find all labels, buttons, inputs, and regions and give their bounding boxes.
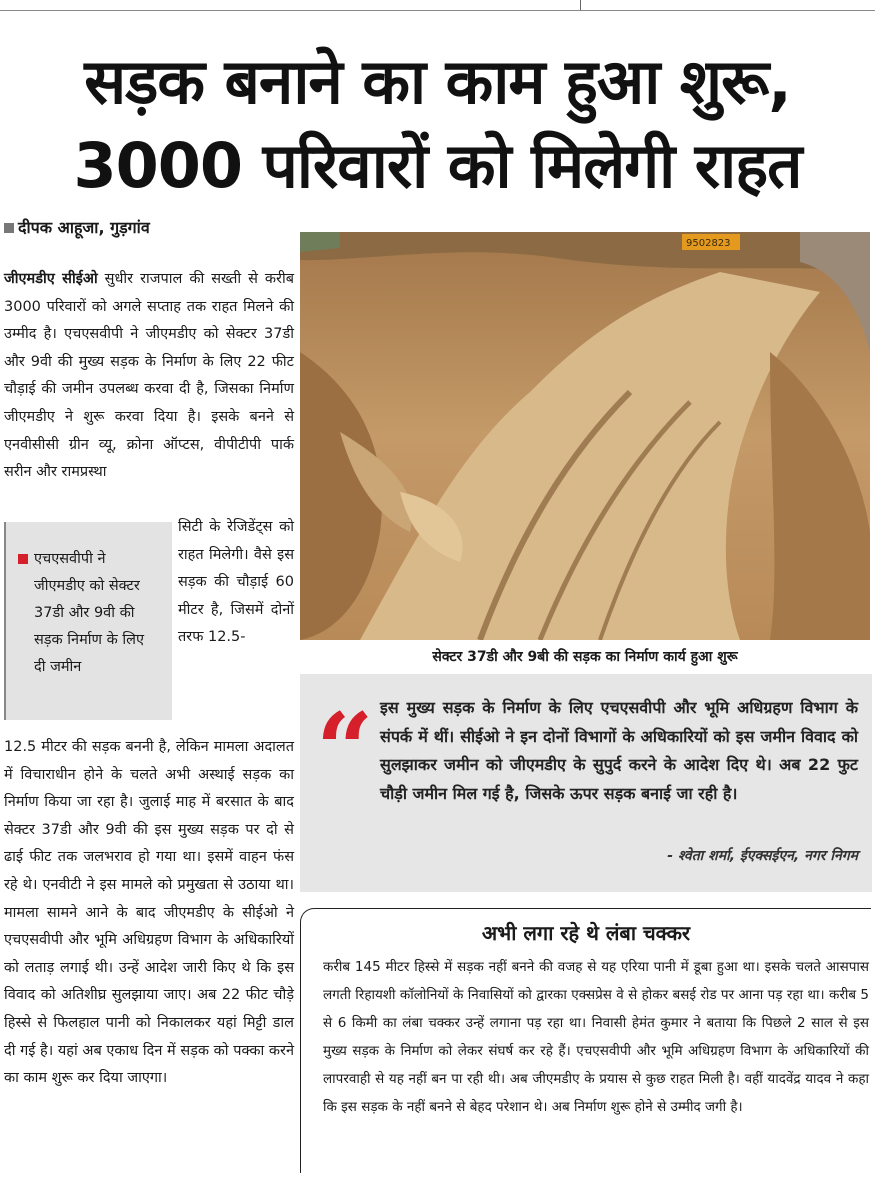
headline-line-1: सड़क बनाने का काम हुआ शुरू, xyxy=(84,45,791,118)
byline-square-icon xyxy=(4,223,14,233)
red-square-icon xyxy=(18,554,28,564)
photo-caption: सेक्टर 37डी और 9बी की सड़क का निर्माण कार्य हुआ शुरू xyxy=(432,649,738,665)
quote-text: इस मुख्य सड़क के निर्माण के लिए एचएसवीपी और भूमि अधिग्रहण विभाग के संपर्क में थीं। सीईओ ने इन दोनों विभागों के अधिकारियों को इस जमीन विवाद को सुलझाकर जमीन को जीएमडीए के सुपुर्द करने के आदेश दिए थे। अब 22 फुट चौड़ी जमीन मिल गई है, जिसके ऊपर सड़क बनाई जा रही है। xyxy=(380,698,858,803)
article-lead: जीएमडीए सीईओ xyxy=(4,271,98,287)
article-text-a: सुधीर राजपाल की सख्ती से करीब 3000 परिवारों को अगले सप्ताह तक राहत मिलने की उम्मीद है। एचएसवीपी ने जीएमडीए को सेक्टर 37डी और 9वी की मुख्य सड़क के निर्माण के लिए 22 फीट चौड़ाई की जमीन उपलब्ध करवा दी है, जिसका निर्माण जीएमडीए ने शुरू करवा दिया है। इसके बनने से एनवीसीसी ग्रीन व्यू, क्रोना ऑप्टस, वीपीटीपी पार्क सरीन और रामप्रस्था xyxy=(4,271,294,481)
rule-tick xyxy=(580,0,581,10)
sidebar-heading: अभी लगा रहे थे लंबा चक्कर xyxy=(481,921,691,945)
article-column-top xyxy=(4,266,294,487)
article-column-bottom xyxy=(4,734,294,1093)
page-top-rule xyxy=(0,0,875,11)
headline-line-2: 3000 परिवारों को मिलेगी राहत xyxy=(73,129,802,202)
byline-text: दीपक आहूजा, गुड़गांव xyxy=(18,218,150,237)
quote-attribution: - श्वेता शर्मा, ईएक्सईएन, नगर निगम xyxy=(667,848,858,864)
photo-sign-text: 9502823 xyxy=(686,238,731,249)
photo-illustration xyxy=(300,232,870,640)
quote-mark-icon: “ xyxy=(316,691,374,809)
byline xyxy=(4,216,150,238)
pull-box-text: एचएसवीपी ने जीएमडीए को सेक्टर 37डी और 9वी की सड़क निर्माण के लिए दी जमीन xyxy=(34,551,144,675)
article-column-narrow xyxy=(178,514,294,652)
sidebar-story xyxy=(300,908,871,1173)
article-text-b: सिटी के रेजिडेंट्स को राहत मिलेगी। वैसे इस सड़क की चौड़ाई 60 मीटर है, जिसमें दोनों तरफ 12.5- xyxy=(178,519,294,646)
pull-box xyxy=(4,522,172,720)
road-construction-photo xyxy=(300,232,870,640)
article-text-c: 12.5 मीटर की सड़क बननी है, लेकिन मामला अदालत में विचाराधीन होने के चलते अभी अस्थाई सड़क का निर्माण किया जा रहा है। जुलाई माह में बरसात के बाद सेक्टर 37डी और 9वी की इस मुख्य सड़क पर दो से ढाई फीट तक जलभराव हो गया था। इसमें वाहन फंस रहे थे। एनवीटी ने इस मामले को प्रमुखता से उठाया था। मामला सामने आने के बाद जीएमडीए के सीईओ ने एचएसवीपी और भूमि अधिग्रहण विभाग के अधिकारियों को लताड़ लगाई थी। उन्हें आदेश जारी किए थे कि इस विवाद को अतिशीघ्र सुलझाया जाए। अब 22 फीट चौड़े हिस्से से फिलहाल पानी को निकालकर यहां मिट्टी डाल दी गई है। यहां अब एकाध दिन में सड़क को पक्का करने का काम शुरू कर दिया जाएगा। xyxy=(4,739,294,1087)
headline xyxy=(10,40,865,208)
quote-box xyxy=(300,674,872,892)
sidebar-text: करीब 145 मीटर हिस्से में सड़क नहीं बनने की वजह से यह एरिया पानी में डूबा हुआ था। इसके चलते आसपास लगती रिहायशी कॉलोनियों के निवासियों को द्वारका एक्सप्रेस वे से होकर बसई रोड पर आना पड़ रहा था। करीब 5 से 6 किमी का लंबा चक्कर उन्हें लगाना पड़ रहा था। निवासी हेमंत कुमार ने बताया कि पिछले 2 साल से इस मुख्य सड़क के निर्माण को लेकर संघर्ष कर रहे हैं। एचएसवीपी और भूमि अधिग्रहण विभाग के अधिकारियों की लापरवाही से यह नहीं बन पा रही थी। अब जीएमडीए के प्रयास से कुछ राहत मिली है। वहीं यादवेंद्र यादव ने कहा कि इस सड़क के नहीं बनने से बेहद परेशान थे। अब निर्माण शुरू होने से उम्मीद जगी है। xyxy=(323,959,869,1115)
